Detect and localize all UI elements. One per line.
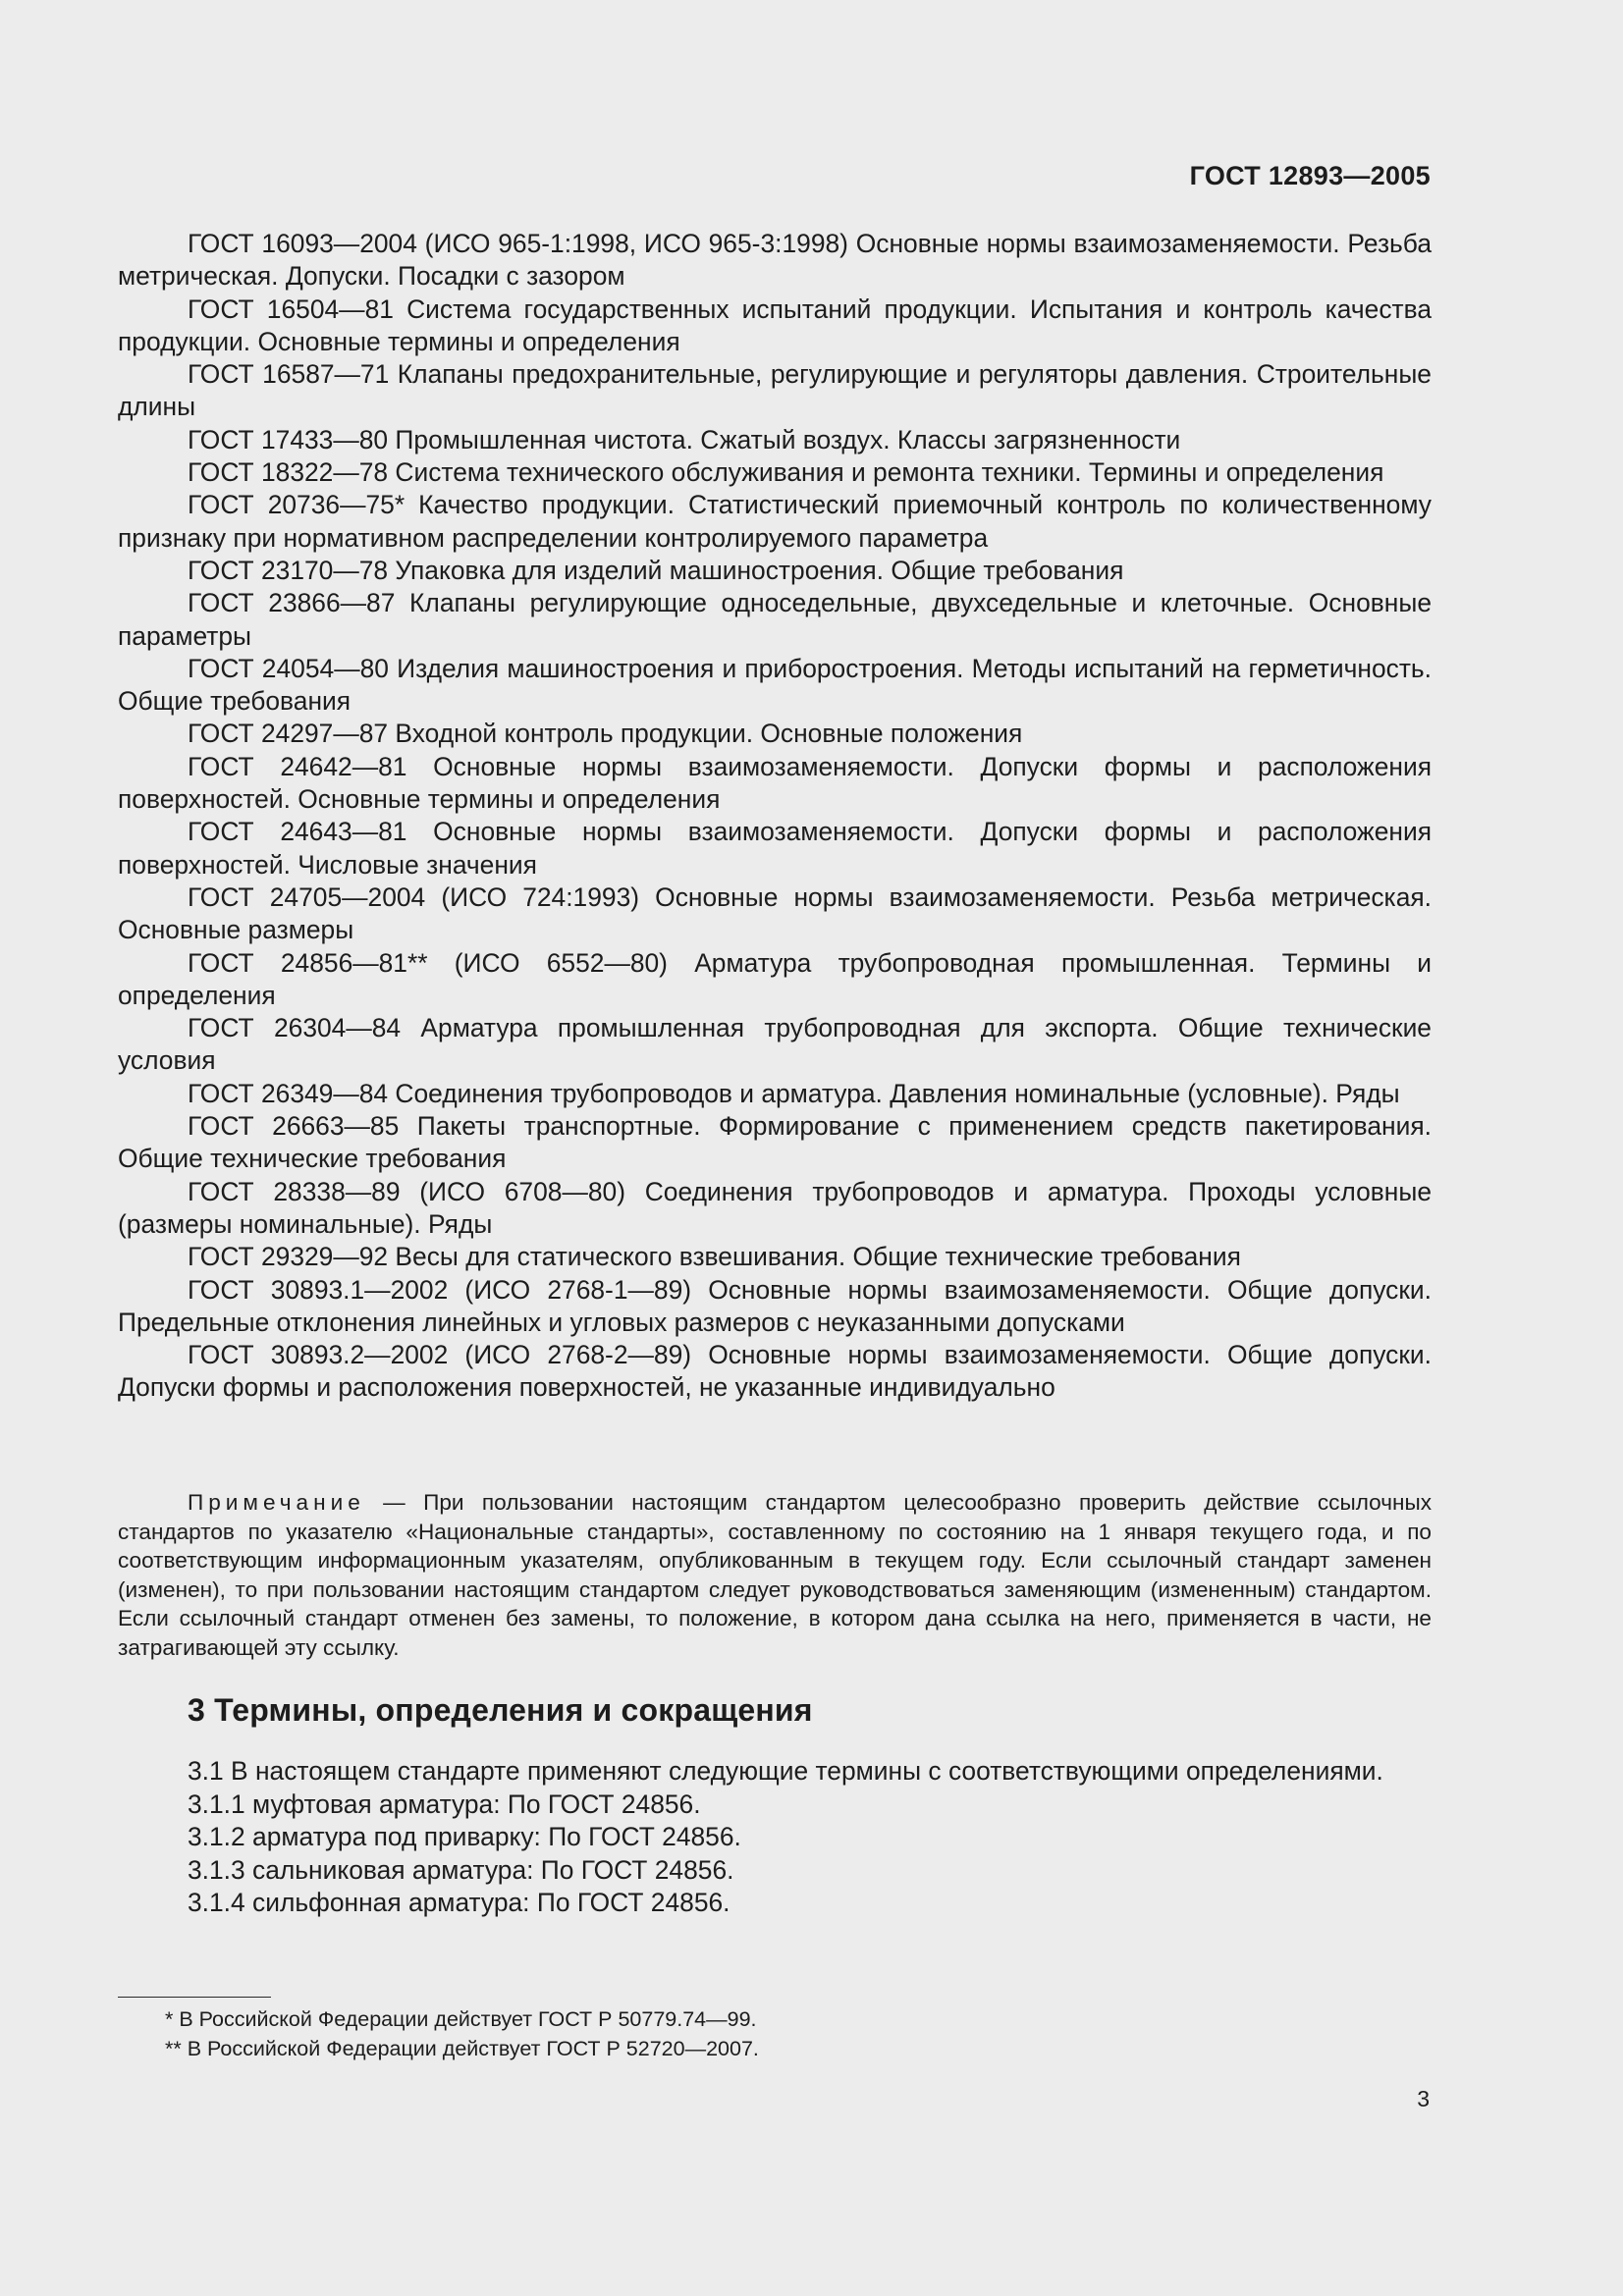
reference-item: ГОСТ 26663—85 Пакеты транспортные. Формирование с применением средств пакетирования. Общие технические требования	[118, 1111, 1432, 1174]
reference-item: ГОСТ 24705—2004 (ИСО 724:1993) Основные нормы взаимозаменяемости. Резьба метрическая. Основные размеры	[118, 881, 1432, 945]
reference-item: ГОСТ 24643—81 Основные нормы взаимозаменяемости. Допуски формы и расположения поверхностей. Числовые значения	[118, 817, 1432, 880]
reference-item: ГОСТ 30893.1—2002 (ИСО 2768-1—89) Основные нормы взаимозаменяемости. Общие допуски. Предельные отклонения линейных и угловых размеров с неуказанными допусками	[118, 1274, 1432, 1337]
reference-item: ГОСТ 20736—75* Качество продукции. Статистический приемочный контроль по количественному признаку при нормативном распределении контролируемого параметра	[118, 490, 1432, 553]
reference-item: ГОСТ 23866—87 Клапаны регулирующие односедельные, двухседельные и клеточные. Основные параметры	[118, 588, 1432, 651]
reference-item: ГОСТ 16504—81 Система государственных испытаний продукции. Испытания и контроль качества продукции. Основные термины и определения	[118, 294, 1432, 356]
reference-item: ГОСТ 17433—80 Промышленная чистота. Сжатый воздух. Классы загрязненности	[188, 424, 1181, 454]
reference-item: ГОСТ 29329—92 Весы для статического взвешивания. Общие технические требования	[188, 1242, 1241, 1272]
term-item: 3.1.1 муфтовая арматура: По ГОСТ 24856.	[188, 1789, 701, 1819]
reference-item: ГОСТ 16587—71 Клапаны предохранительные, регулирующие и регуляторы давления. Строительные длины	[118, 359, 1432, 422]
term-item: 3.1.2 арматура под приварку: По ГОСТ 24856.	[188, 1822, 741, 1851]
reference-item: ГОСТ 23170—78 Упаковка для изделий машиностроения. Общие требования	[188, 555, 1124, 585]
term-item: 3.1.3 сальниковая арматура: По ГОСТ 24856.	[188, 1854, 734, 1885]
document-code-header: ГОСТ 12893—2005	[1189, 161, 1431, 190]
reference-item: ГОСТ 24642—81 Основные нормы взаимозаменяемости. Допуски формы и расположения поверхностей. Основные термины и определения	[118, 751, 1432, 815]
term-item: 3.1.4 сильфонная арматура: По ГОСТ 24856.	[188, 1888, 730, 1917]
reference-item: ГОСТ 26349—84 Соединения трубопроводов и арматура. Давления номинальные (условные). Ряды	[188, 1078, 1400, 1108]
footnote-item: * В Российской Федерации действует ГОСТ Р 50779.74—99.	[165, 2007, 757, 2031]
reference-item: ГОСТ 18322—78 Система технического обслуживания и ремонта техники. Термины и определения	[188, 457, 1384, 488]
footnote-divider	[118, 1997, 271, 1998]
reference-item: ГОСТ 28338—89 (ИСО 6708—80) Соединения трубопроводов и арматура. Проходы условные (размеры номинальные). Ряды	[118, 1176, 1432, 1239]
terms-list	[118, 1755, 1432, 1920]
reference-item: ГОСТ 26304—84 Арматура промышленная трубопроводная для экспорта. Общие технические условия	[118, 1013, 1432, 1076]
term-item: 3.1 В настоящем стандарте применяют следующие термины с соответствующими определениями.	[188, 1756, 1383, 1786]
note-paragraph	[118, 1488, 1432, 1663]
page-number: 3	[1417, 2086, 1430, 2111]
footnotes	[165, 2004, 1343, 2063]
note-label: Примечание	[188, 1490, 365, 1515]
reference-item: ГОСТ 24856—81** (ИСО 6552—80) Арматура трубопроводная промышленная. Термины и определения	[118, 947, 1432, 1010]
note-text: — При пользовании настоящим стандартом целесообразно проверить действие ссылочных стандартов по указателю «Национальные стандарты», составленному по состоянию на 1 января текущего года, и по соответствующим информационным указателям, опубликованным в текущем году. Если ссылочный стандарт заменен (изменен), то при пользовании настоящим стандартом следует руководствоваться заменяющим (измененным) стандартом. Если ссылочный стандарт отменен без замены, то положение, в котором дана ссылка на него, применяется в части, не затрагивающей эту ссылку.	[118, 1490, 1432, 1660]
reference-item: ГОСТ 30893.2—2002 (ИСО 2768-2—89) Основные нормы взаимозаменяемости. Общие допуски. Допуски формы и расположения поверхностей, не указанные индивидуально	[118, 1340, 1432, 1403]
footnote-item: ** В Российской Федерации действует ГОСТ Р 52720—2007.	[165, 2037, 759, 2060]
reference-item: ГОСТ 16093—2004 (ИСО 965-1:1998, ИСО 965-3:1998) Основные нормы взаимозаменяемости. Резьба метрическая. Допуски. Посадки с зазором	[118, 229, 1432, 292]
reference-item: ГОСТ 24297—87 Входной контроль продукции. Основные положения	[188, 719, 1023, 749]
normative-references-list	[118, 228, 1432, 1405]
reference-item: ГОСТ 24054—80 Изделия машиностроения и приборостроения. Методы испытаний на герметичность. Общие требования	[118, 653, 1432, 717]
section-title: 3 Термины, определения и сокращения	[188, 1692, 813, 1728]
